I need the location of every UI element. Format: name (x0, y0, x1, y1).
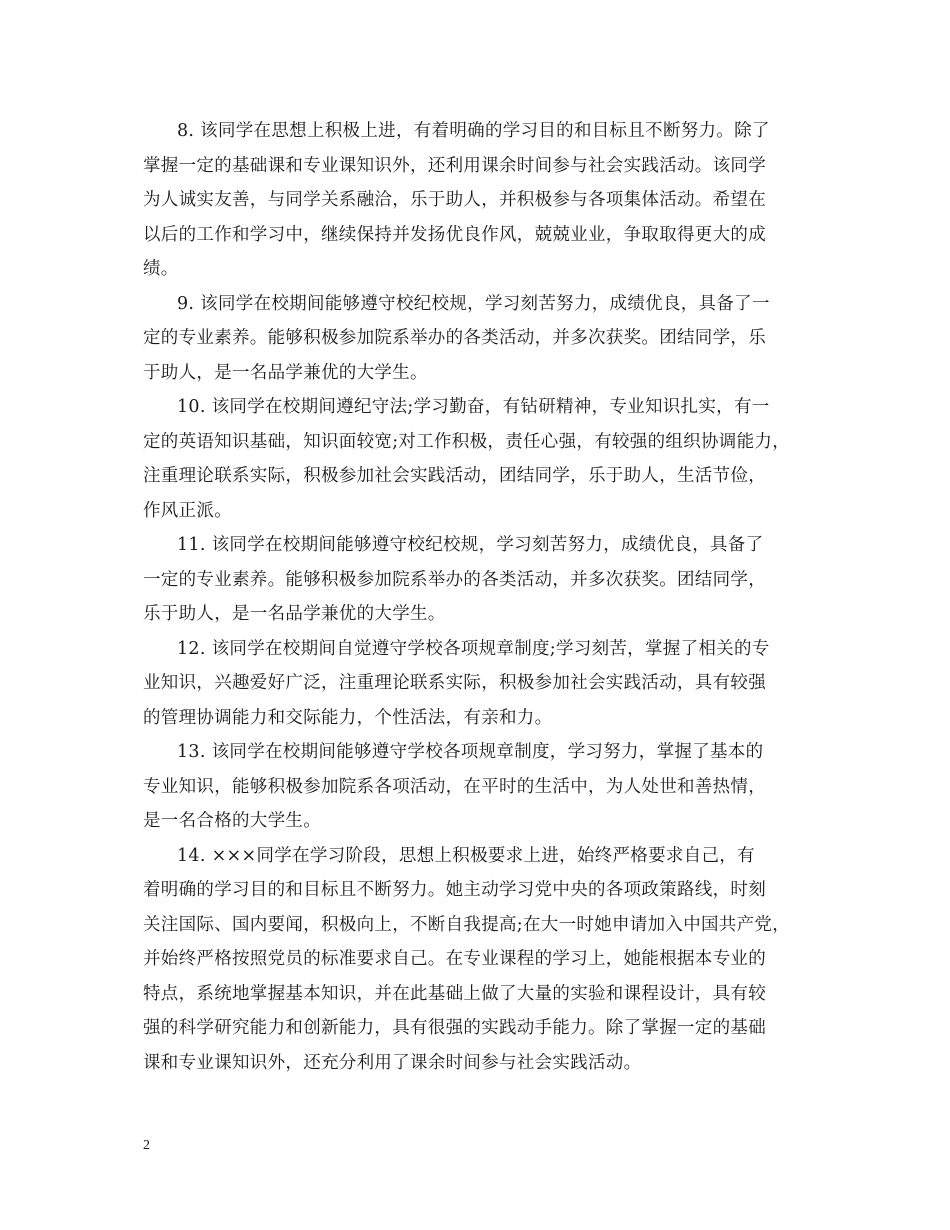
document-body (143, 114, 815, 1080)
paragraph-line: 于助人，是一名品学兼优的大学生。 (143, 362, 428, 383)
paragraph-line: 的管理协调能力和交际能力，个性活法，有亲和力。 (143, 707, 553, 728)
paragraph-line: 乐于助人，是一名品学兼优的大学生。 (143, 604, 446, 624)
paragraph-line: 定的专业素养。能够积极参加院系举办的各类活动，并多次获奖。团结同学，乐 (143, 328, 766, 348)
paragraph-line: 绩。 (143, 259, 179, 279)
comment-paragraph (143, 839, 815, 1081)
paragraph-line: 定的英语知识基础，知识面较宽;对工作积极，责任心强，有较强的组织协调能力， (143, 431, 790, 452)
paragraph-line: 8. 该同学在思想上积极上进，有着明确的学习目的和目标且不断努力。除了 (177, 121, 770, 141)
paragraph-line: 是一名合格的大学生。 (143, 811, 321, 831)
paragraph-line: 着明确的学习目的和目标且不断努力。她主动学习党中央的各项政策路线，时刻 (143, 880, 766, 900)
paragraph-line: 掌握一定的基础课和专业课知识外，还利用课余时间参与社会实践活动。该同学 (143, 155, 766, 176)
paragraph-line: 作风正派。 (143, 500, 232, 521)
paragraph-line: 以后的工作和学习中，继续保持并发扬优良作风，兢兢业业，争取取得更大的成 (143, 224, 766, 245)
comment-paragraph (143, 114, 815, 287)
page-number: 2 (143, 1138, 150, 1153)
comment-paragraph (143, 735, 815, 839)
paragraph-line: 并始终严格按照党员的标准要求自己。在专业课程的学习上，她能根据本专业的 (143, 949, 766, 969)
paragraph-line: 13. 该同学在校期间能够遵守学校各项规章制度，学习努力，掌握了基本的 (177, 742, 764, 762)
comment-paragraph (143, 528, 815, 632)
paragraph-line: 11. 该同学在校期间能够遵守校纪校规，学习刻苦努力，成绩优良，具备了 (177, 535, 764, 555)
paragraph-line: 特点，系统地掌握基本知识，并在此基础上做了大量的实验和课程设计，具有较 (143, 983, 766, 1004)
paragraph-line: 14. ×××同学在学习阶段，思想上积极要求上进，始终严格要求自己，有 (177, 845, 755, 866)
paragraph-line: 业知识，兴趣爱好广泛，注重理论联系实际，积极参加社会实践活动，具有较强 (143, 673, 766, 693)
comment-paragraph (143, 287, 815, 391)
paragraph-line: 专业知识，能够积极参加院系各项活动，在平时的生活中，为人处世和善热情， (143, 776, 766, 797)
paragraph-line: 10. 该同学在校期间遵纪守法;学习勤奋，有钻研精神，专业知识扎实，有一 (177, 397, 770, 417)
paragraph-line: 课和专业课知识外，还充分利用了课余时间参与社会实践活动。 (143, 1052, 642, 1073)
paragraph-line: 注重理论联系实际，积极参加社会实践活动，团结同学，乐于助人，生活节俭， (143, 466, 766, 486)
paragraph-line: 9. 该同学在校期间能够遵守校纪校规，学习刻苦努力，成绩优良，具备了一 (177, 293, 770, 314)
comment-paragraph (143, 632, 815, 736)
paragraph-line: 12. 该同学在校期间自觉遵守学校各项规章制度;学习刻苦，掌握了相关的专 (177, 638, 770, 659)
paragraph-line: 为人诚实友善，与同学关系融洽，乐于助人，并积极参与各项集体活动。希望在 (143, 190, 766, 210)
paragraph-line: 一定的专业素养。能够积极参加院系举办的各类活动，并多次获奖。团结同学， (143, 569, 766, 590)
paragraph-line: 强的科学研究能力和创新能力，具有很强的实践动手能力。除了掌握一定的基础 (143, 1018, 766, 1038)
paragraph-line: 关注国际、国内要闻，积极向上，不断自我提高;在大一时她申请加入中国共产党， (143, 914, 790, 935)
comment-paragraph (143, 390, 815, 528)
